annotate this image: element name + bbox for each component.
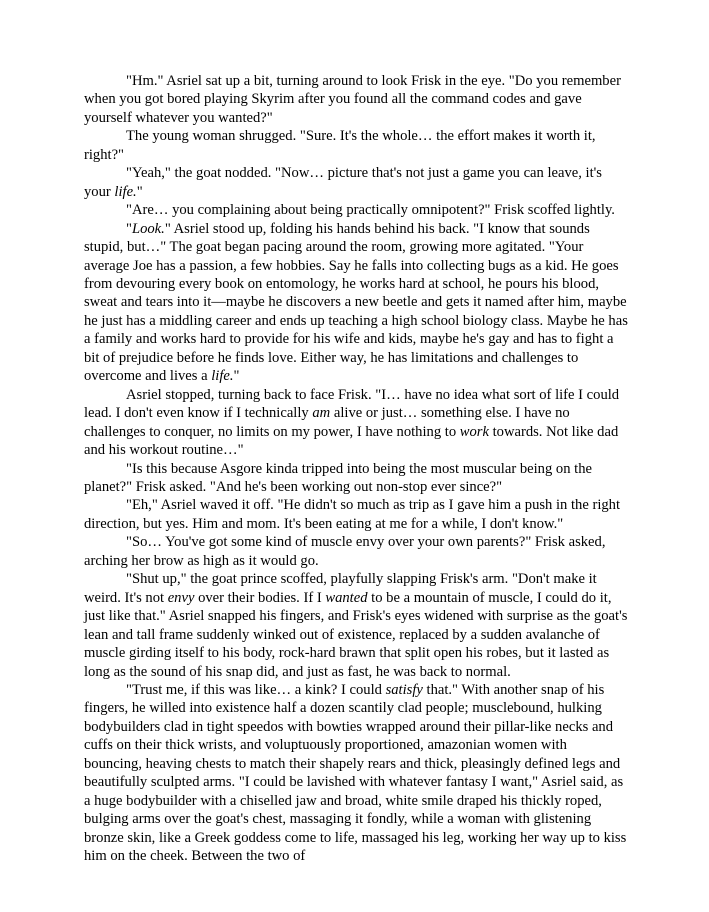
text-run: "Trust me, if this was like… a kink? I could xyxy=(126,681,386,698)
text-run: "Is this because Asgore kinda tripped into being the most muscular being on the planet?" Frisk asked. "And he's been working out non-stop ever since?" xyxy=(84,460,592,495)
text-run: alive or just… something else. I have no challenges to conquer, no limits on my power, I have nothing to xyxy=(84,405,570,440)
paragraph xyxy=(84,164,628,201)
text-run: The young woman shrugged. "Sure. It's the whole… the effort makes it worth it, right?" xyxy=(84,128,596,163)
italic-text: satisfy xyxy=(385,681,423,698)
text-run: Asriel stopped, turning back to face Frisk. "I… have no idea what sort of life I could lead. I don't even know if I technically xyxy=(84,386,620,422)
text-run: " Asriel stood up, folding his hands behind his back. "I know that sounds stupid, but…" The goat began pacing around the room, growing more agitated. "Your average Joe has a passion, a few hobbies. Say he falls into collecting bugs as a kid. He goes from devouring every book on entomology, he works hard at school, he pours his blood, sweat and tears into it—maybe he discovers a new beetle and gets it named after him, maybe he just has a middling career and ends up teaching a high school biology class. Maybe he has a family and works hard to provide for his wife and kids, maybe he's gay and has to fight a bit of prejudice before he finds love. Either way, he has limitations and challenges to overcome and lives a xyxy=(84,220,628,385)
text-run: " xyxy=(233,368,240,385)
paragraph xyxy=(84,72,628,127)
paragraph xyxy=(84,201,628,219)
text-run: "Are… you complaining about being practically omnipotent?" Frisk scoffed lightly. xyxy=(126,202,615,219)
paragraph xyxy=(84,570,628,681)
paragraph xyxy=(84,496,628,533)
text-run: that." With another snap of his fingers, he willed into existence half a dozen scantily clad people; musclebound, hulking bodybuilders clad in tight speedos with bowties wrapped around their pillar-like necks and cuffs on their thick wrists, and voluptuously proportioned, amazonian women with bouncing, heaving chests to match their shapely rears and thick, pleasingly defined legs and beautifully sculpted arms. "I could be lavished with whatever fantasy I want," Asriel said, as a huge bodybuilder with a chiselled jaw and broad, white smile draped his thickly roped, bulging arms over the goat's chest, massaging it fondly, while a woman with glistening bronze skin, like a Greek goddess come to life, massaged his leg, working her way up to kiss him on the cheek. Between the two of xyxy=(84,681,627,865)
text-run: "So… You've got some kind of muscle envy over your own parents?" Frisk asked, arching her brow as high as it would go. xyxy=(84,534,606,569)
paragraph xyxy=(84,386,628,460)
text-run: "Yeah," the goat nodded. "Now… picture that's not just a game you can leave, it's your xyxy=(84,165,602,200)
italic-text: envy xyxy=(167,589,195,606)
paragraph xyxy=(84,460,628,497)
text-run: "Shut up," the goat prince scoffed, playfully slapping Frisk's arm. "Don't make it weird. It's not xyxy=(84,571,597,606)
paragraph xyxy=(84,681,628,866)
text-run: " xyxy=(126,220,132,237)
paragraph xyxy=(84,533,628,570)
italic-text: wanted xyxy=(325,589,368,606)
italic-text: work xyxy=(459,423,489,440)
italic-text: am xyxy=(312,405,331,422)
text-run: "Eh," Asriel waved it off. "He didn't so much as trip as I gave him a push in the right direction, but yes. Him and mom. It's been eating at me for a while, I don't know." xyxy=(84,497,621,532)
italic-text: life. xyxy=(211,368,234,385)
paragraph xyxy=(84,220,628,386)
document-page xyxy=(84,72,628,865)
text-run: over their bodies. If I xyxy=(194,589,326,606)
text-run: to be a mountain of muscle, I could do it, just like that." Asriel snapped his fingers, and Frisk's eyes widened with surprise as the goat's lean and tall frame suddenly winked out of existence, replaced by a sudden avalanche of muscle girding itself to his body, rock-hard brawn that split open his robes, but it lasted as long as the sound of his snap did, and just as fast, he was back to normal. xyxy=(84,589,628,680)
text-run: towards. Not like dad and his workout routine…" xyxy=(84,423,619,459)
italic-text: Look. xyxy=(131,220,165,237)
italic-text: life. xyxy=(114,183,137,200)
paragraph xyxy=(84,127,628,164)
text-run: " xyxy=(136,183,143,200)
text-run: "Hm." Asriel sat up a bit, turning around to look Frisk in the eye. "Do you remember when you got bored playing Skyrim after you found all the command codes and gave yourself whatever you wanted?" xyxy=(84,73,621,126)
